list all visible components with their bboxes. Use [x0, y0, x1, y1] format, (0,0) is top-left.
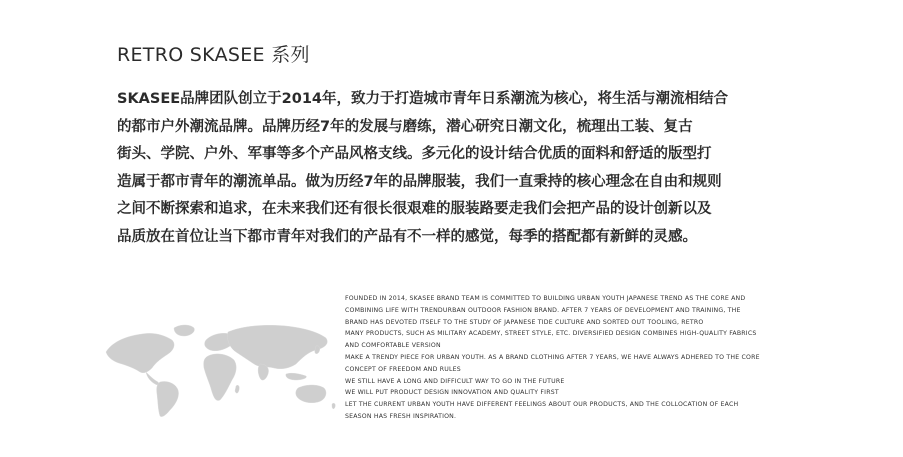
en-line-6: MAKE A TRENDY PIECE FOR URBAN YOUTH. AS A BRAND CLOTHING AFTER 7 YEARS, WE HAVE ALWAYS ADHERED TO THE CORE: [345, 353, 760, 361]
en-line-11: SEASON HAS FRESH INSPIRATION.: [345, 412, 457, 420]
cn-line-6: 品质放在首位让当下都市青年对我们的产品有不一样的感觉，每季的搭配都有新鲜的灵感。: [117, 228, 697, 245]
page-title: RETRO SKASEE 系列: [117, 44, 310, 66]
en-line-4: MANY PRODUCTS, SUCH AS MILITARY ACADEMY, STREET STYLE, ETC. DIVERSIFIED DESIGN COMBINES HIGH-QUALITY FABRICS: [345, 330, 757, 338]
en-line-3: BRAND HAS DEVOTED ITSELF TO THE STUDY OF JAPANESE TIDE CULTURE AND SORTED OUT TOOLING, RETRO: [345, 318, 704, 326]
en-line-9: WE WILL PUT PRODUCT DESIGN INNOVATION AND QUALITY FIRST: [345, 389, 559, 397]
en-line-2: COMBINING LIFE WITH TRENDURBAN OUTDOOR FASHION BRAND. AFTER 7 YEARS OF DEVELOPMENT AND TRAINING, THE: [345, 306, 741, 314]
cn-line-1: SKASEE品牌团队创立于2014年，致力于打造城市青年日系潮流为核心，将生活与潮流相结合: [117, 91, 729, 107]
world-map-icon: [102, 318, 338, 422]
en-line-7: CONCEPT OF FREEDOM AND RULES: [345, 365, 461, 373]
cn-line-3: 街头、学院、户外、军事等多个产品风格支线。多元化的设计结合优质的面料和舒适的版型打: [117, 146, 712, 163]
en-line-8: WE STILL HAVE A LONG AND DIFFICULT WAY TO GO IN THE FUTURE: [345, 377, 565, 385]
en-line-5: AND COMFORTABLE VERSION: [345, 342, 441, 350]
english-paragraph: [345, 293, 775, 423]
cn-line-2: 的都市户外潮流品牌。品牌历经7年的发展与磨练，潜心研究日潮文化，梳理出工装、复古: [117, 118, 693, 135]
en-line-10: LET THE CURRENT URBAN YOUTH HAVE DIFFERENT FEELINGS ABOUT OUR PRODUCTS, AND THE COLLOCATION OF EACH: [345, 401, 739, 409]
en-line-1: FOUNDED IN 2014, SKASEE BRAND TEAM IS COMMITTED TO BUILDING URBAN YOUTH JAPANESE TREND AS THE CORE AND: [345, 295, 746, 302]
chinese-paragraph: [117, 86, 797, 252]
cn-line-4: 造属于都市青年的潮流单品。做为历经7年的品牌服装，我们一直秉持的核心理念在自由和规则: [117, 173, 722, 190]
cn-line-5: 之间不断探索和追求，在未来我们还有很长很艰难的服装路要走我们会把产品的设计创新以及: [117, 201, 712, 218]
